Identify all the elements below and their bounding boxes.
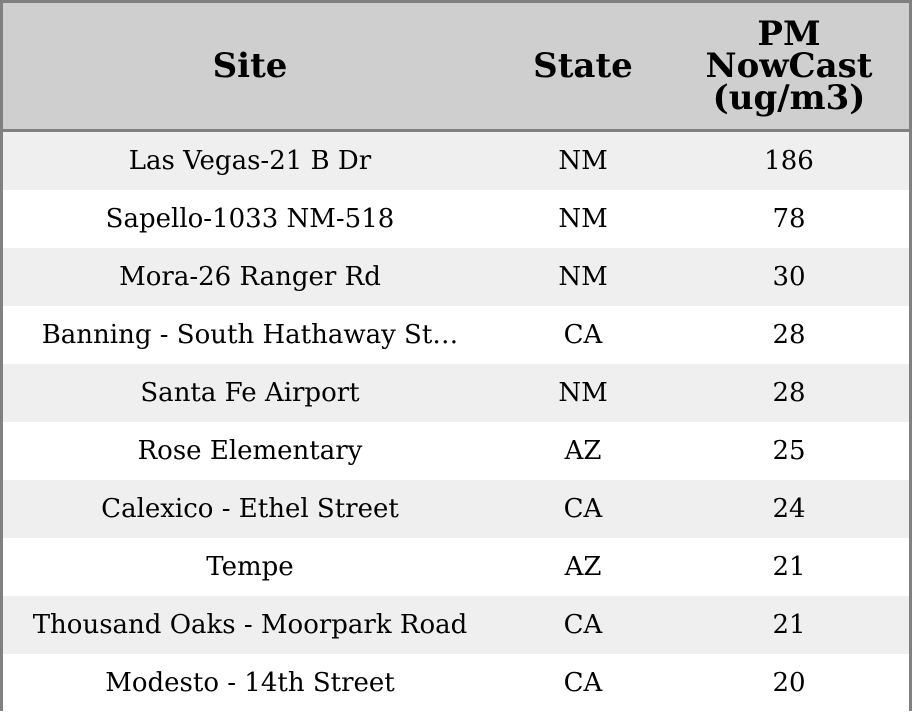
- table-row: [3, 364, 909, 422]
- table-header: [3, 3, 909, 129]
- cell-site: Banning - South Hathaway St…: [41, 320, 459, 350]
- header-pm-line-3: (ug/m3): [712, 78, 866, 118]
- table-row: [3, 132, 909, 190]
- cell-pm-nowcast: 186: [764, 146, 814, 176]
- cell-state: AZ: [564, 552, 602, 582]
- cell-site: Las Vegas-21 B Dr: [128, 146, 372, 176]
- cell-pm-nowcast: 24: [772, 494, 806, 524]
- header-site-label: Site: [212, 46, 288, 86]
- table-row: [3, 538, 909, 596]
- table-row: [3, 190, 909, 248]
- table-row: [3, 480, 909, 538]
- header-pm-nowcast: [669, 3, 909, 129]
- table-row: [3, 422, 909, 480]
- cell-pm-nowcast: 30: [772, 262, 806, 292]
- cell-state: NM: [558, 378, 608, 408]
- table-row: [3, 596, 909, 654]
- cell-pm-nowcast: 21: [772, 552, 806, 582]
- cell-site: Modesto - 14th Street: [105, 668, 395, 698]
- cell-state: NM: [558, 262, 608, 292]
- cell-site: Tempe: [206, 552, 294, 582]
- table-body: [3, 132, 909, 711]
- cell-site: Santa Fe Airport: [140, 378, 360, 408]
- cell-state: CA: [563, 320, 603, 350]
- cell-state: CA: [563, 610, 603, 640]
- header-state-label: State: [533, 46, 633, 86]
- cell-pm-nowcast: 28: [772, 320, 806, 350]
- cell-state: CA: [563, 494, 603, 524]
- cell-state: NM: [558, 204, 608, 234]
- cell-state: AZ: [564, 436, 602, 466]
- table-row: [3, 306, 909, 364]
- table-row: [3, 654, 909, 712]
- header-site: [3, 3, 497, 129]
- cell-site: Mora-26 Ranger Rd: [119, 262, 381, 292]
- header-pm-line-1: PM: [757, 14, 821, 54]
- cell-pm-nowcast: 20: [772, 668, 806, 698]
- header-state: [497, 3, 669, 129]
- cell-pm-nowcast: 25: [772, 436, 806, 466]
- header-pm-line-2: NowCast: [705, 46, 873, 86]
- cell-site: Thousand Oaks - Moorpark Road: [32, 610, 468, 640]
- cell-state: CA: [563, 668, 603, 698]
- cell-pm-nowcast: 78: [772, 204, 806, 234]
- cell-site: Sapello-1033 NM-518: [105, 204, 395, 234]
- table-row: [3, 248, 909, 306]
- cell-state: NM: [558, 146, 608, 176]
- cell-pm-nowcast: 21: [772, 610, 806, 640]
- cell-site: Rose Elementary: [137, 436, 363, 466]
- cell-site: Calexico - Ethel Street: [101, 494, 399, 524]
- cell-pm-nowcast: 28: [772, 378, 806, 408]
